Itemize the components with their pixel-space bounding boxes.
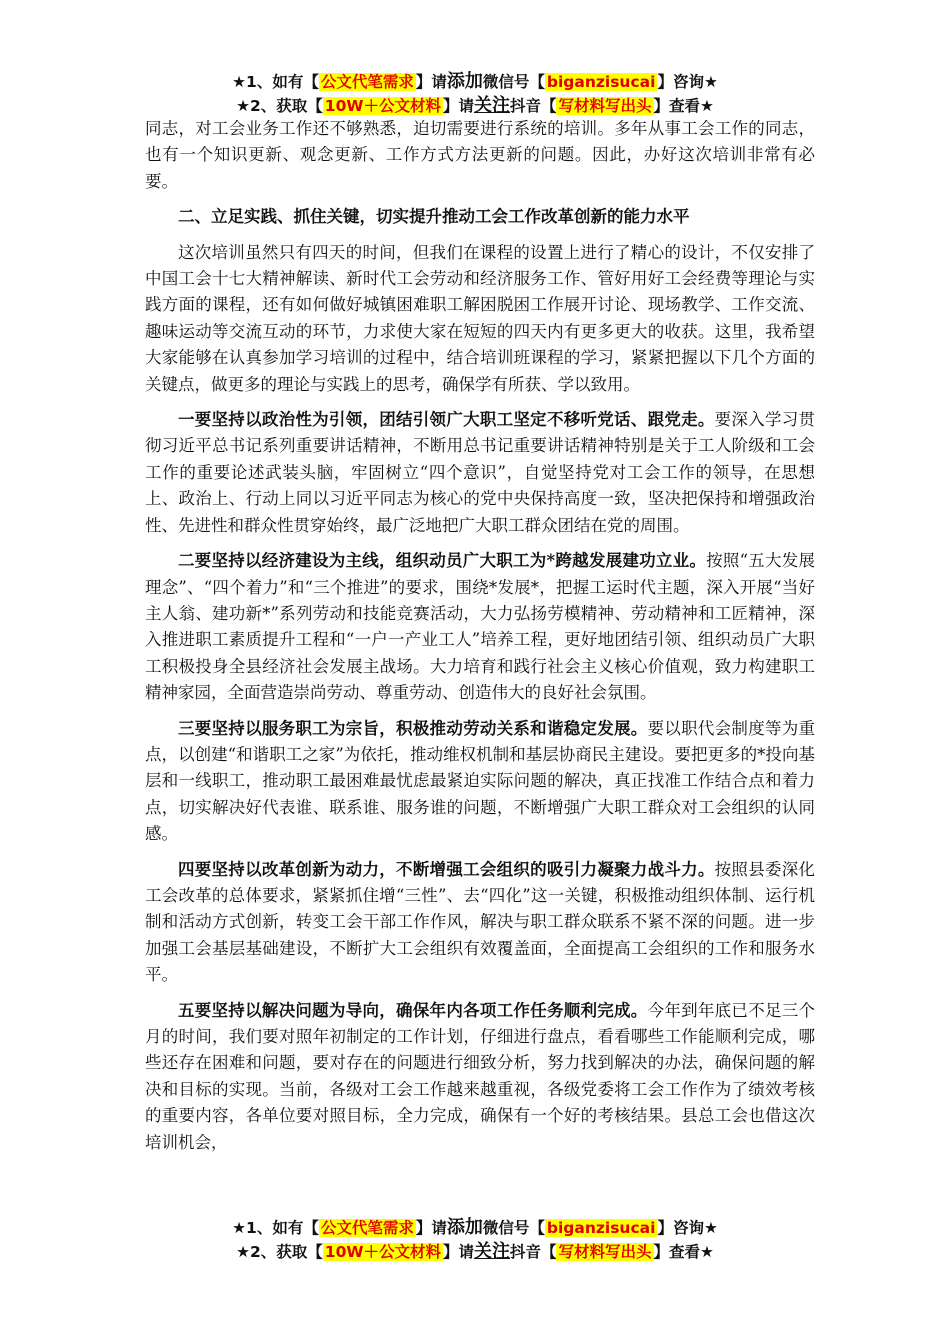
point-lead: 一要坚持以政治性为引领，团结引领广大职工坚定不移听党话、跟党走。 — [178, 410, 715, 430]
point-paragraph — [145, 548, 815, 706]
banner-text: 】查看★ — [653, 97, 714, 115]
banner-emphasis: 添加 — [446, 71, 483, 92]
body-paragraph: 这次培训虽然只有四天的时间，但我们在课程的设置上进行了精心的设计，不仅安排了中国工会十七大精神解读、新时代工会劳动和经济服务工作、管好用好工会经费等理论与实践方面的课程，还有如何做好城镇困难职工解困脱困工作展开讨论、现场教学、工作交流、趣味运动等交流互动的环节，力求使大家在短短的四天内有更多更大的收获。这里，我希望大家能够在认真参加学习培训的过程中，结合培训班课程的学习，紧紧把握以下几个方面的关键点，做更多的理论与实践上的思考，确保学有所获、学以致用。 — [145, 242, 815, 394]
point-lead: 三要坚持以服务职工为宗旨，积极推动劳动关系和谐稳定发展。 — [178, 718, 648, 738]
banner-text: 】请 — [415, 1219, 447, 1237]
banner-line-2 — [0, 94, 950, 118]
point-paragraph — [145, 716, 815, 848]
banner-emphasis: 添加 — [446, 1217, 483, 1238]
point-paragraph — [145, 857, 815, 989]
point-lead: 四要坚持以改革创新为动力，不断增强工会组织的吸引力凝聚力战斗力。 — [178, 859, 715, 879]
intro-paragraph: 同志，对工会业务工作还不够熟悉，迫切需要进行系统的培训。多年从事工会工作的同志，也有一个知识更新、观念更新、工作方式方法更新的问题。因此，办好这次培训非常有必要。 — [145, 119, 815, 191]
banner-text: 】请 — [415, 73, 447, 91]
banner-line-1 — [0, 1216, 950, 1240]
point-paragraph — [145, 998, 815, 1156]
point-lead: 二要坚持以经济建设为主线，组织动员广大职工为*跨越发展建功立业。 — [178, 551, 707, 571]
banner-highlight: 公文代笔需求 — [320, 73, 414, 91]
banner-text: 】咨询★ — [657, 1219, 718, 1237]
point-lead: 五要坚持以解决问题为导向，确保年内各项工作任务顺利完成。 — [178, 1000, 648, 1020]
banner-highlight: 公文代笔需求 — [320, 1219, 414, 1237]
point-body: 要以职代会制度等为重点，以创建“和谐职工之家”为依托，推动维权机制和基层协商民主建设。要把更多的*投向基层和一线职工，推动职工最困难最忧虑最紧迫实际问题的解决，真正找准工作结合点和着力点，切实解决好代表谁、联系谁、服务谁的问题，不断增强广大职工群众对工会组织的认同感。 — [145, 718, 816, 844]
header-banner — [0, 70, 950, 118]
banner-text: 】请 — [442, 1243, 474, 1261]
banner-text: ★1、如有【 — [232, 73, 319, 91]
banner-highlight: biganzisucai — [546, 73, 656, 91]
banner-line-1 — [0, 70, 950, 94]
footer-banner — [0, 1216, 950, 1264]
point-body: 按照“五大发展理念”、“四个着力”和“三个推进”的要求，围绕*发展*，把握工运时代主题，深入开展“当好主人翁、建功新*”系列劳动和技能竞赛活动，大力弘扬劳模精神、劳动精神和工匠精神，深入推进职工素质提升工程和“一户一产业工人”培养工程，更好地团结引领、组织动员广大职工积极投身全县经济社会发展主战场。大力培育和践行社会主义核心价值观，致力构建职工精神家园，全面营造崇尚劳动、尊重劳动、创造伟大的良好社会氛围。 — [145, 551, 816, 703]
banner-highlight: 10W＋公文材料 — [324, 1243, 441, 1261]
point-body: 今年到年底已不足三个月的时间，我们要对照年初制定的工作计划，仔细进行盘点，看看哪些工作能顺利完成，哪些还存在困难和问题，要对存在的问题进行细致分析，努力找到解决的办法，确保问题的解决和目标的实现。当前，各级对工会工作越来越重视，各级党委将工会工作作为了绩效考核的重要内容，各单位要对照目标，全力完成，确保有一个好的考核结果。县总工会也借这次培训机会， — [145, 1000, 816, 1152]
banner-highlight: biganzisucai — [546, 1219, 656, 1237]
banner-text: 微信号【 — [482, 73, 545, 91]
banner-emphasis: 关注 — [473, 95, 510, 116]
banner-text: 抖音【 — [509, 97, 557, 115]
banner-text: 】请 — [442, 97, 474, 115]
banner-text: 抖音【 — [509, 1243, 557, 1261]
banner-highlight: 10W＋公文材料 — [324, 97, 441, 115]
section-heading: 二、立足实践、抓住关键，切实提升推动工会工作改革创新的能力水平 — [178, 207, 690, 227]
banner-emphasis: 关注 — [473, 1241, 510, 1262]
banner-text: 】咨询★ — [657, 73, 718, 91]
banner-line-2 — [0, 1240, 950, 1264]
point-paragraph — [145, 407, 815, 539]
banner-text: ★2、获取【 — [236, 1243, 323, 1261]
banner-text: 微信号【 — [482, 1219, 545, 1237]
banner-highlight: 写材料写出头 — [558, 97, 652, 115]
document-body — [145, 116, 815, 1156]
point-body: 按照县委深化工会改革的总体要求，紧紧抓住增“三性”、去“四化”这一关键，积极推动组织体制、运行机制和活动方式创新，转变工会干部工作作风，解决与职工群众联系不紧不深的问题。进一步加强工会基层基础建设，不断扩大工会组织有效覆盖面，全面提高工会组织的工作和服务水平。 — [145, 859, 816, 985]
banner-highlight: 写材料写出头 — [558, 1243, 652, 1261]
banner-text: ★2、获取【 — [236, 97, 323, 115]
point-body: 要深入学习贯彻习近平总书记系列重要讲话精神，不断用总书记重要讲话精神特别是关于工人阶级和工会工作的重要论述武装头脑，牢固树立“四个意识”，自觉坚持党对工会工作的领导，在思想上、政治上、行动上同以习近平同志为核心的党中央保持高度一致，坚决把保持和增强政治性、先进性和群众性贯穿始终，最广泛地把广大职工群众团结在党的周围。 — [145, 410, 816, 535]
banner-text: ★1、如有【 — [232, 1219, 319, 1237]
banner-text: 】查看★ — [653, 1243, 714, 1261]
